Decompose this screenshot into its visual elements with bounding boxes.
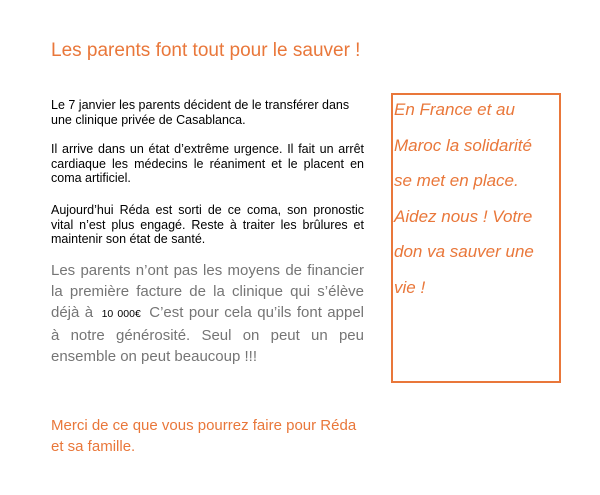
appeal-text-after: C’est pour cela qu’ils font appel à notre générosité. Seul on peut un peu ensemble on peut beaucoup !!! <box>51 304 364 365</box>
callout-text: En France et au Maroc la solidarité se met en place. Aidez nous ! Votre don va sauver une vie ! <box>394 100 534 297</box>
paragraph-transfer: Le 7 janvier les parents décident de le transférer dans une clinique privée de Casablanca. <box>51 98 350 127</box>
paragraph-urgency: Il arrive dans un état d’extrême urgence. Il fait un arrêt cardiaque les médecins le réaniment et le placent en coma artificiel. <box>51 142 364 185</box>
paragraph-today: Aujourd’hui Réda est sorti de ce coma, son pronostic vital n’est plus engagé. Reste à traiter les brûlures et maintenir son état de santé. <box>51 203 364 246</box>
appeal-text-before: Les parents n’ont pas les moyens de financier la première facture de la clinique qui s’élève déjà à <box>51 262 364 321</box>
invoice-amount: 10 000€ <box>101 308 141 320</box>
thanks-message: Merci de ce que vous pourrez faire pour Réda et sa famille. <box>51 417 357 455</box>
appeal-paragraph <box>51 260 364 367</box>
page-title: Les parents font tout pour le sauver ! <box>51 40 361 61</box>
